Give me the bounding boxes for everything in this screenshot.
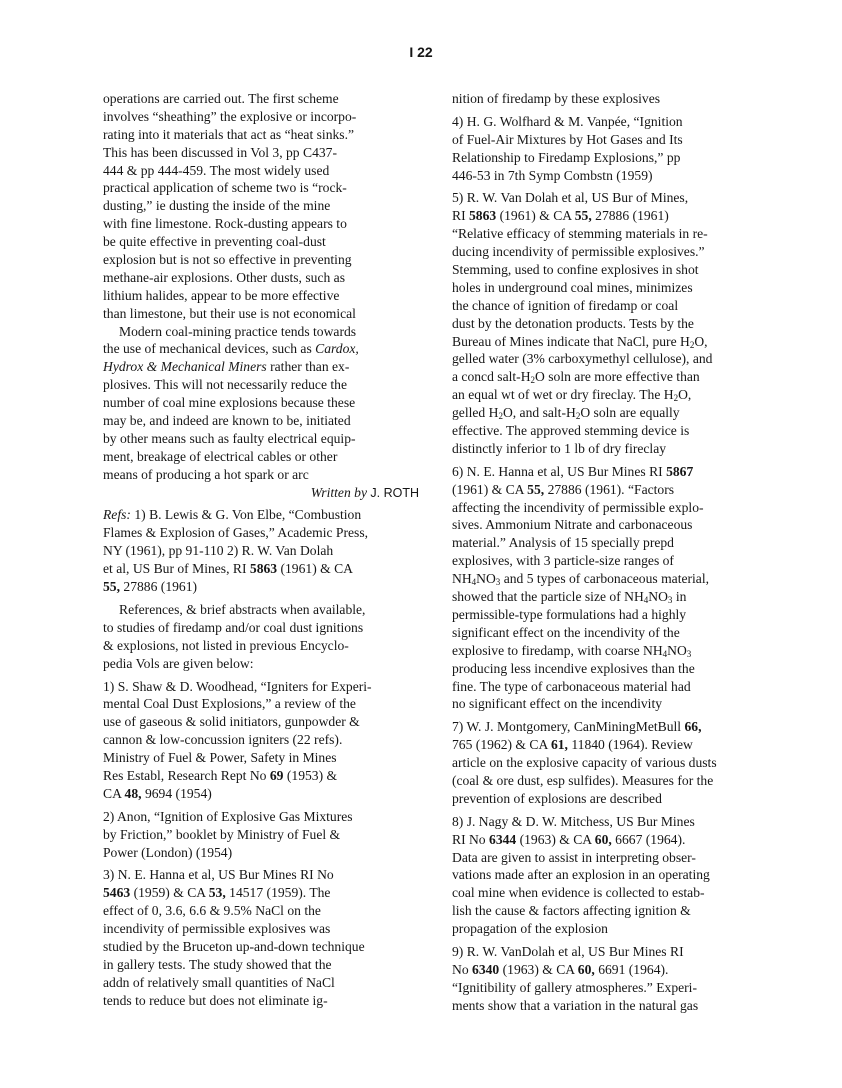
text-run: 6) N. E. Hanna et al, US Bur Mines RI bbox=[452, 463, 663, 479]
text-run: 14517 (1959). The bbox=[229, 885, 331, 901]
body-line bbox=[103, 358, 419, 376]
reference-item: studied by the Bruceton up-and-down technique bbox=[103, 938, 365, 954]
text-run: O soln are equally bbox=[580, 405, 680, 421]
body-line: means of producing a hot spark or arc bbox=[103, 466, 309, 482]
reference-item: 8) J. Nagy & D. W. Mitchess, US Bur Mines bbox=[452, 813, 695, 829]
reference-item: Relationship to Firedamp Explosions,” pp bbox=[452, 149, 681, 165]
body-line: operations are carried out. The first scheme bbox=[103, 91, 339, 106]
reference-item bbox=[452, 718, 760, 736]
reference-item: 1) S. Shaw & D. Woodhead, “Igniters for Experi- bbox=[103, 678, 372, 694]
text-run: NO bbox=[648, 589, 668, 605]
subscript: 4 bbox=[643, 595, 649, 606]
refs-line bbox=[103, 560, 419, 578]
body-line: may be, and indeed are known to be, initiated bbox=[103, 413, 351, 429]
text-run: 27886 (1961) bbox=[123, 579, 198, 595]
intro-line: & explosions, not listed in previous Encyclo- bbox=[103, 637, 349, 653]
text-run: 5463 bbox=[103, 885, 131, 901]
intro-line: to studies of firedamp and/or coal dust ignitions bbox=[103, 619, 364, 635]
subscript: 2 bbox=[689, 339, 695, 350]
text-run: O, bbox=[678, 387, 692, 403]
reference-item: lish the cause & factors affecting ignition & bbox=[452, 903, 691, 919]
subscript: 4 bbox=[662, 648, 668, 659]
reference-item bbox=[452, 570, 760, 588]
text-run: 6344 bbox=[489, 831, 517, 847]
reference-item: propagation of the explosion bbox=[452, 921, 608, 937]
text-run: 53, bbox=[208, 885, 226, 901]
reference-item bbox=[452, 736, 760, 754]
text-run: 61, bbox=[550, 737, 568, 753]
text-run: 60, bbox=[577, 961, 595, 977]
reference-item: use of gaseous & solid initiators, gunpowder & bbox=[103, 714, 360, 730]
reference-item: ments show that a variation in the natural gas bbox=[452, 997, 699, 1013]
refs-label: Refs: bbox=[103, 507, 131, 523]
reference-item bbox=[452, 368, 760, 386]
reference-item: effective. The approved stemming device is bbox=[452, 423, 690, 439]
reference-item: Power (London) (1954) bbox=[103, 844, 233, 860]
text-run: 7) W. J. Montgomery, CanMiningMetBull bbox=[452, 719, 682, 735]
text-run: NO bbox=[476, 571, 496, 587]
reference-item: permissible-type formulations had a highly bbox=[452, 606, 687, 622]
reference-item: 4) H. G. Wolfhard & M. Vanpée, “Ignition bbox=[452, 113, 683, 129]
subscript: 2 bbox=[575, 411, 581, 422]
body-line: 444 & pp 444-459. The most widely used bbox=[103, 162, 330, 178]
body-line: This has been discussed in Vol 3, pp C437- bbox=[103, 144, 337, 160]
reference-item: addn of relatively small quantities of NaCl bbox=[103, 974, 335, 990]
body-line: by other means such as faulty electrical equip- bbox=[103, 430, 356, 446]
text-run: 27886 (1961). “Factors bbox=[547, 481, 675, 497]
body-line: practical application of scheme two is “rock- bbox=[103, 180, 347, 196]
subscript: 3 bbox=[667, 595, 673, 606]
reference-item bbox=[452, 642, 760, 660]
text-run: a concd salt-H bbox=[452, 369, 531, 385]
reference-item: no significant effect on the incendivity bbox=[452, 696, 663, 712]
reference-item: 2) Anon, “Ignition of Explosive Gas Mixtures bbox=[103, 808, 353, 824]
text-run: 765 (1962) & CA bbox=[452, 737, 548, 753]
text-run: CA bbox=[103, 785, 122, 801]
text-run: O soln are more effective than bbox=[535, 369, 700, 385]
intro-line: pedia Vols are given below: bbox=[103, 655, 254, 671]
reference-item: ducing incendivity of permissible explosives.” bbox=[452, 244, 705, 260]
text-run: showed that the particle size of NH bbox=[452, 589, 644, 605]
reference-item bbox=[452, 481, 760, 499]
text-run: 6667 (1964). bbox=[615, 831, 686, 847]
left-column bbox=[103, 90, 419, 1010]
body-line: methane-air explosions. Other dusts, such as bbox=[103, 269, 345, 285]
subscript: 4 bbox=[471, 577, 477, 588]
byline-author: J. ROTH bbox=[370, 485, 419, 500]
reference-item: the chance of ignition of firedamp or coal bbox=[452, 297, 679, 313]
body-line bbox=[103, 340, 419, 358]
text-run: (1961) & CA bbox=[452, 481, 524, 497]
reference-item: 446-53 in 7th Symp Combstn (1959) bbox=[452, 167, 653, 183]
text-run: in bbox=[675, 589, 687, 605]
text-run: rather than ex- bbox=[270, 359, 350, 375]
text-run: (1959) & CA bbox=[133, 885, 206, 901]
reference-item: incendivity of permissible explosives was bbox=[103, 921, 331, 937]
right-column bbox=[452, 90, 760, 1015]
body-line: explosion but is not so effective in preventing bbox=[103, 252, 352, 268]
subscript: 2 bbox=[530, 375, 536, 386]
reference-item bbox=[103, 767, 419, 785]
text-run: Bureau of Mines indicate that NaCl, pure H bbox=[452, 333, 690, 349]
body-line: than limestone, but their use is not economical bbox=[103, 305, 356, 321]
reference-item bbox=[452, 207, 760, 225]
reference-item bbox=[452, 588, 760, 606]
body-line: plosives. This will not necessarily reduce the bbox=[103, 377, 348, 393]
reference-item: material.” Analysis of 15 specially prepd bbox=[452, 535, 674, 551]
reference-item: Stemming, used to confine explosives in shot bbox=[452, 262, 699, 278]
body-line: dusting,” ie dusting the inside of the mine bbox=[103, 198, 331, 214]
reference-item: mental Coal Dust Explosions,” a review of the bbox=[103, 696, 356, 712]
reference-item bbox=[103, 884, 419, 902]
text-run: O, and salt-H bbox=[502, 405, 576, 421]
subscript: 3 bbox=[495, 577, 501, 588]
text-run: RI No bbox=[452, 831, 486, 847]
text-run: Hydrox & Mechanical Miners bbox=[103, 359, 267, 375]
subscript: 2 bbox=[673, 393, 679, 404]
reference-item: explosives, with 3 particle-size ranges of bbox=[452, 553, 674, 569]
reference-item: 9) R. W. VanDolah et al, US Bur Mines RI bbox=[452, 943, 684, 959]
text-run: 5863 bbox=[249, 561, 278, 577]
reference-item: producing less incendive explosives than the bbox=[452, 660, 695, 676]
reference-item: coal mine when evidence is collected to estab- bbox=[452, 885, 705, 901]
text-run: and 5 types of carbonaceous material, bbox=[503, 571, 710, 587]
refs-line: Flames & Explosion of Gases,” Academic Press, bbox=[103, 525, 369, 541]
reference-item: affecting the incendivity of permissible explo- bbox=[452, 499, 704, 515]
text-run: 1) B. Lewis & G. Von Elbe, “Combustion bbox=[134, 507, 362, 523]
reference-item: sives. Ammonium Nitrate and carbonaceous bbox=[452, 517, 693, 533]
reference-item bbox=[452, 831, 760, 849]
reference-item: Ministry of Fuel & Power, Safety in Mines bbox=[103, 750, 337, 766]
text-run: (1961) & CA bbox=[499, 208, 572, 224]
body-line: involves “sheathing” the explosive or incorpo- bbox=[103, 108, 357, 124]
body-line: Modern coal-mining practice tends towards bbox=[119, 323, 357, 339]
reference-item: 5) R. W. Van Dolah et al, US Bur of Mines, bbox=[452, 190, 689, 206]
body-line: lithium halides, appear to be more effective bbox=[103, 287, 340, 303]
text-run: O, bbox=[694, 333, 708, 349]
reference-item: prevention of explosions are described bbox=[452, 790, 662, 806]
body-line: ment, breakage of electrical cables or other bbox=[103, 448, 338, 464]
body-line: nition of firedamp by these explosives bbox=[452, 91, 661, 106]
text-run: the use of mechanical devices, such as bbox=[103, 341, 312, 357]
text-run: Res Establ, Research Rept No bbox=[103, 767, 267, 783]
body-line: with fine limestone. Rock-dusting appears to bbox=[103, 216, 347, 232]
reference-item bbox=[452, 961, 760, 979]
refs-line bbox=[103, 578, 419, 596]
text-run: (1961) & CA bbox=[280, 561, 353, 577]
subscript: 3 bbox=[686, 648, 692, 659]
reference-item: gelled water (3% carboxymethyl cellulose), and bbox=[452, 351, 713, 367]
reference-item: holes in underground coal mines, minimizes bbox=[452, 279, 693, 295]
text-run: et al, US Bur of Mines, RI bbox=[103, 561, 247, 577]
text-run: 27886 (1961) bbox=[595, 208, 669, 224]
body-line: be quite effective in preventing coal-dust bbox=[103, 234, 326, 250]
text-run: 5863 bbox=[469, 208, 497, 224]
reference-item: distinctly inferior to 1 lb of dry fireclay bbox=[452, 440, 667, 456]
text-run: RI bbox=[452, 208, 466, 224]
text-run: 66, bbox=[684, 719, 702, 735]
text-run: 5867 bbox=[666, 463, 694, 479]
refs-line: NY (1961), pp 91-110 2) R. W. Van Dolah bbox=[103, 543, 334, 559]
text-run: 55, bbox=[574, 208, 592, 224]
text-run: NH bbox=[452, 571, 472, 587]
text-run: 60, bbox=[594, 831, 612, 847]
reference-item: significant effect on the incendivity of the bbox=[452, 624, 680, 640]
text-run: 9694 (1954) bbox=[144, 785, 212, 801]
reference-item bbox=[452, 386, 760, 404]
text-run: (1953) & bbox=[286, 767, 338, 783]
byline bbox=[103, 484, 419, 502]
page-number: I 22 bbox=[409, 44, 433, 60]
text-run: No bbox=[452, 961, 469, 977]
reference-item: article on the explosive capacity of various dusts bbox=[452, 755, 717, 771]
reference-item: in gallery tests. The study showed that the bbox=[103, 956, 332, 972]
text-run: 55, bbox=[103, 579, 120, 595]
reference-item: dust by the detonation products. Tests by the bbox=[452, 315, 694, 331]
text-run: 6691 (1964). bbox=[598, 961, 669, 977]
reference-item: of Fuel-Air Mixtures by Hot Gases and Its bbox=[452, 131, 683, 147]
text-run: 55, bbox=[527, 481, 545, 497]
reference-item: tends to reduce but does not eliminate ig- bbox=[103, 992, 328, 1008]
reference-item: “Ignitibility of gallery atmospheres.” Experi- bbox=[452, 979, 697, 995]
intro-line: References, & brief abstracts when available, bbox=[119, 601, 366, 617]
reference-item: effect of 0, 3.6, 6.6 & 9.5% NaCl on the bbox=[103, 903, 321, 919]
text-run: gelled H bbox=[452, 405, 499, 421]
text-run: 48, bbox=[124, 785, 142, 801]
reference-item bbox=[452, 333, 760, 351]
reference-item bbox=[452, 404, 760, 422]
reference-item bbox=[103, 785, 419, 803]
reference-item bbox=[452, 463, 760, 481]
reference-item: by Friction,” booklet by Ministry of Fuel & bbox=[103, 826, 341, 842]
text-run: an equal wt of wet or dry fireclay. The H bbox=[452, 387, 674, 403]
subscript: 2 bbox=[498, 411, 503, 422]
reference-item: Data are given to assist in interpreting obser- bbox=[452, 849, 696, 865]
reference-item: cannon & low-concussion igniters (22 refs). bbox=[103, 732, 343, 748]
byline-prefix: Written by bbox=[310, 484, 367, 500]
body-line: rating into it materials that act as “heat sinks.” bbox=[103, 126, 355, 142]
text-run: NO bbox=[667, 642, 687, 658]
reference-item: vations made after an explosion in an operating bbox=[452, 867, 710, 883]
text-run: (1963) & CA bbox=[502, 961, 575, 977]
reference-item: fine. The type of carbonaceous material had bbox=[452, 678, 691, 694]
reference-item: (coal & ore dust, esp sulfides). Measures for the bbox=[452, 772, 714, 788]
text-run: (1963) & CA bbox=[519, 831, 592, 847]
body-line: number of coal mine explosions because these bbox=[103, 395, 356, 411]
text-run: 69 bbox=[269, 767, 284, 783]
text-run: 11840 (1964). Review bbox=[571, 737, 693, 753]
text-run: explosive to firedamp, with coarse NH bbox=[452, 642, 663, 658]
refs-line bbox=[103, 506, 419, 524]
text-run: 6340 bbox=[472, 961, 500, 977]
reference-item: “Relative efficacy of stemming materials in re- bbox=[452, 226, 708, 242]
text-run: Cardox, bbox=[315, 341, 359, 357]
reference-item: 3) N. E. Hanna et al, US Bur Mines RI No bbox=[103, 867, 334, 883]
